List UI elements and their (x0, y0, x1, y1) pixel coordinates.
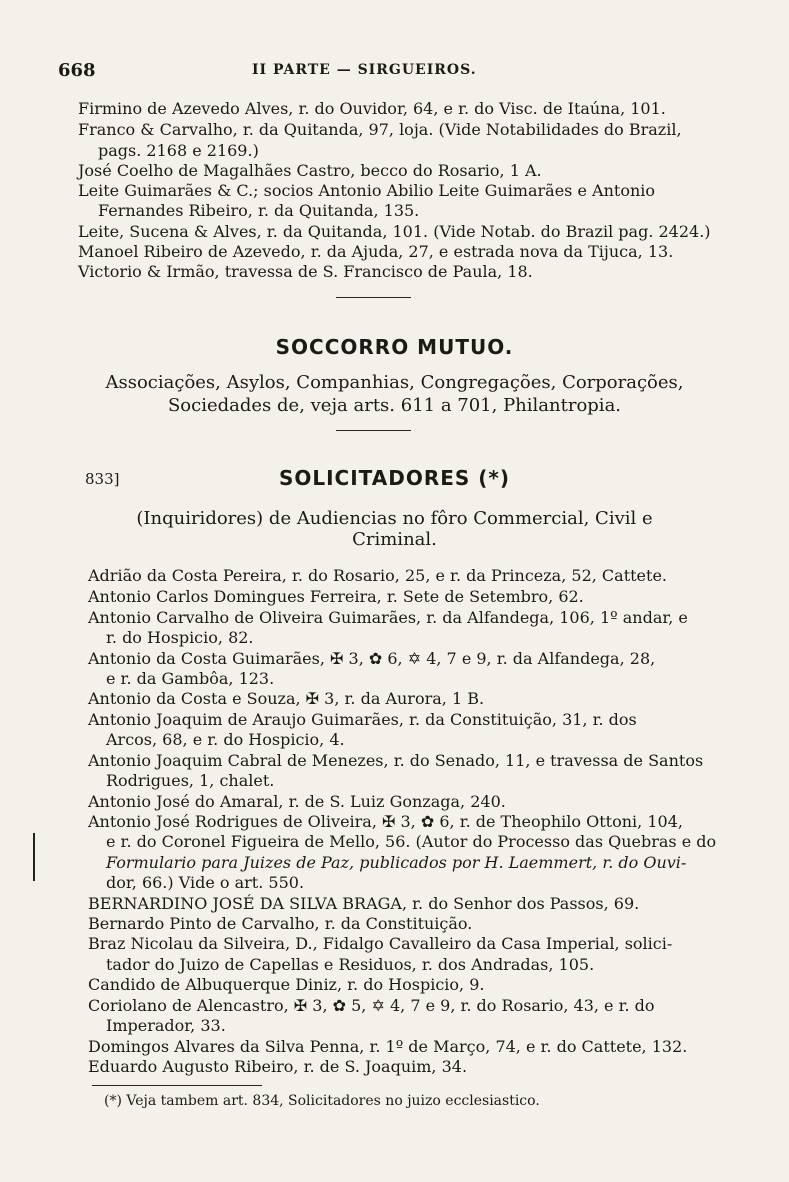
list-item: Domingos Alvares da Silva Penna, r. 1º de Março, 74, e r. do Cattete, 132. (88, 1037, 688, 1056)
subtitle: (Inquiridores) de Audiencias no fôro Commercial, Civil e (136, 508, 653, 529)
list-item: e r. da Gambôa, 123. (106, 669, 275, 688)
list-item: BERNARDINO JOSÉ DA SILVA BRAGA, r. do Senhor dos Passos, 69. (88, 894, 640, 913)
list-item: Fernandes Ribeiro, r. da Quitanda, 135. (98, 201, 420, 220)
list-item: Antonio da Costa e Souza, ✠ 3, r. da Aurora, 1 B. (88, 689, 485, 708)
list-item: Leite, Sucena & Alves, r. da Quitanda, 101. (Vide Notab. do Brazil pag. 2424.) (78, 222, 711, 241)
section-title-solicitadores: SOLICITADORES (*) (278, 466, 511, 490)
list-item: Candido de Albuquerque Diniz, r. do Hospicio, 9. (88, 975, 485, 994)
section-title-soccorro: SOCCORRO MUTUO. (275, 335, 514, 359)
page-number: 668 (58, 60, 96, 81)
running-title: II PARTE — SIRGUEIROS. (252, 62, 477, 78)
list-item: Antonio José Rodrigues de Oliveira, ✠ 3, ✿ 6, r. de Theophilo Ottoni, 104, (88, 812, 683, 831)
list-item: Imperador, 33. (106, 1016, 226, 1035)
list-item: Coriolano de Alencastro, ✠ 3, ✿ 5, ✡ 4, 7 e 9, r. do Rosario, 43, e r. do (88, 996, 655, 1015)
article-number: 833] (85, 470, 120, 488)
list-item: Bernardo Pinto de Carvalho, r. da Constituição. (88, 914, 473, 933)
list-item: Franco & Carvalho, r. da Quitanda, 97, loja. (Vide Notabilidades do Brazil, (78, 120, 682, 139)
list-item: Antonio Joaquim de Araujo Guimarães, r. da Constituição, 31, r. dos (88, 710, 637, 729)
list-item: e r. do Coronel Figueira de Mello, 56. (Autor do Processo das Quebras e do (106, 832, 717, 851)
list-item: José Coelho de Magalhães Castro, becco do Rosario, 1 A. (78, 161, 542, 180)
list-item: Victorio & Irmão, travessa de S. Francisco de Paula, 18. (78, 262, 533, 281)
list-item: r. do Hospicio, 82. (106, 628, 254, 647)
soccorro-line: Sociedades de, veja arts. 611 a 701, Philantropia. (167, 395, 622, 416)
list-item: Leite Guimarães & C.; socios Antonio Abilio Leite Guimarães e Antonio (78, 181, 655, 200)
list-item: Braz Nicolau da Silveira, D., Fidalgo Cavalleiro da Casa Imperial, solici- (88, 934, 673, 953)
list-item: Rodrigues, 1, chalet. (106, 771, 275, 790)
list-item: Antonio Carvalho de Oliveira Guimarães, r. da Alfandega, 106, 1º andar, e (88, 608, 688, 627)
list-item: Antonio José do Amaral, r. de S. Luiz Gonzaga, 240. (88, 792, 506, 811)
list-item: Formulario para Juizes de Paz, publicados por H. Laemmert, r. do Ouvi- (106, 853, 687, 872)
list-item: Antonio Joaquim Cabral de Menezes, r. do Senado, 11, e travessa de Santos (88, 751, 704, 770)
list-item: Firmino de Azevedo Alves, r. do Ouvidor, 64, e r. do Visc. de Itaúna, 101. (78, 99, 666, 118)
list-item: Adrião da Costa Pereira, r. do Rosario, 25, e r. da Princeza, 52, Cattete. (88, 566, 668, 585)
list-item: Arcos, 68, e r. do Hospicio, 4. (106, 730, 345, 749)
divider (336, 297, 411, 298)
footnote-divider (92, 1085, 262, 1086)
list-item: Eduardo Augusto Ribeiro, r. de S. Joaquim, 34. (88, 1057, 468, 1076)
subtitle: Criminal. (352, 529, 437, 550)
list-item: Antonio da Costa Guimarães, ✠ 3, ✿ 6, ✡ 4, 7 e 9, r. da Alfandega, 28, (88, 649, 656, 668)
divider (336, 430, 411, 431)
footnote: (*) Veja tambem art. 834, Solicitadores no juizo ecclesiastico. (104, 1093, 540, 1109)
list-item: Manoel Ribeiro de Azevedo, r. da Ajuda, 27, e estrada nova da Tijuca, 13. (78, 242, 674, 261)
list-item: Antonio Carlos Domingues Ferreira, r. Sete de Setembro, 62. (88, 587, 584, 606)
list-item: tador do Juizo de Capellas e Residuos, r. dos Andradas, 105. (106, 955, 595, 974)
list-item: pags. 2168 e 2169.) (98, 141, 259, 160)
list-item: dor, 66.) Vide o art. 550. (106, 873, 305, 892)
margin-mark (33, 833, 35, 881)
soccorro-line: Associações, Asylos, Companhias, Congregações, Corporações, (105, 372, 684, 393)
